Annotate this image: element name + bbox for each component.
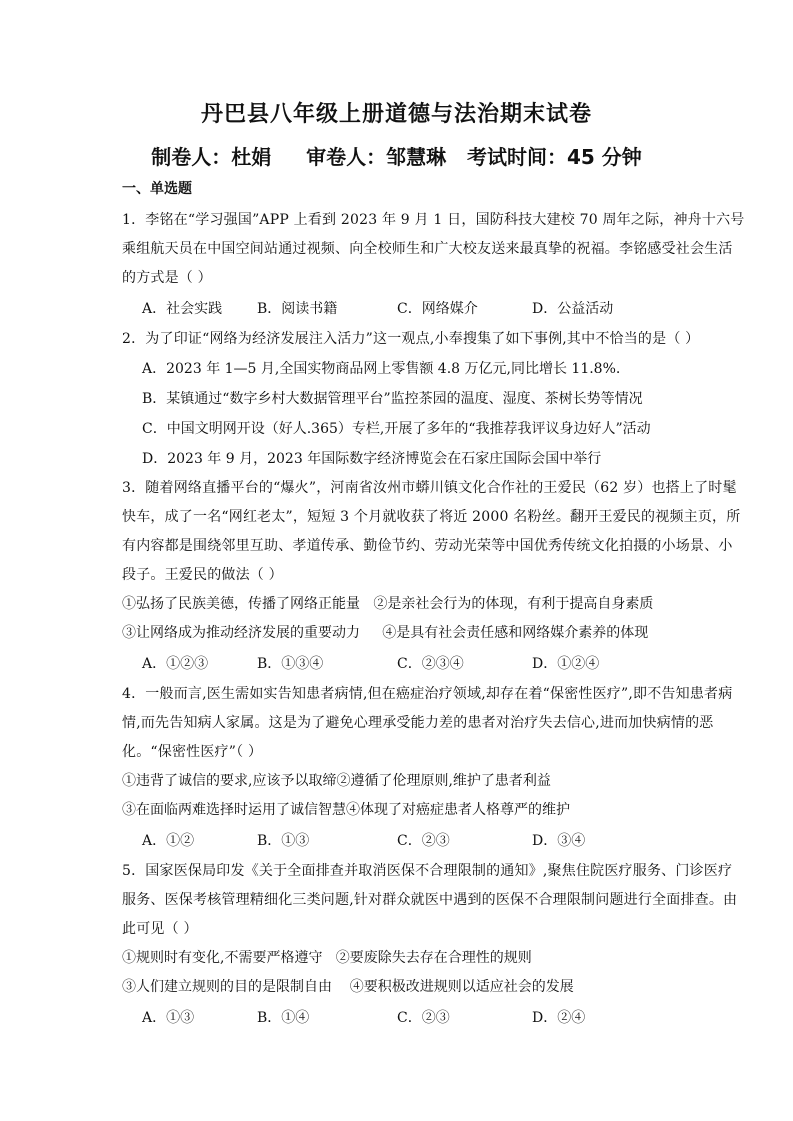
- option-a: A．①③: [142, 1010, 195, 1026]
- options-row: [122, 1002, 745, 1034]
- option-c: C．网络媒介: [397, 301, 478, 317]
- statement-row: ①违背了诚信的要求,应该予以取缔②遵循了伦理原则,维护了患者利益: [122, 773, 551, 789]
- option-b: B．阅读书籍: [257, 301, 338, 317]
- question-1: [122, 206, 745, 325]
- statement-row: ③人们建立规则的目的是限制自由 ④要积极改进规则以适应社会的发展: [122, 979, 574, 995]
- option-b: B．①③④: [257, 656, 324, 672]
- options-row: [122, 825, 745, 857]
- exam-content: [122, 178, 745, 1034]
- question-4: [122, 680, 745, 857]
- option-b: B．①③: [257, 833, 310, 849]
- option-d: D．2023 年 9 月，2023 年国际数字经济博览会在石家庄国际会国中举行: [142, 451, 602, 467]
- option-c: C．②③④: [397, 656, 464, 672]
- option-b: B．某镇通过“数字乡村大数据管理平台”监控茶园的温度、湿度、茶树长势等情况: [142, 391, 643, 407]
- option-d: D．③④: [532, 833, 586, 849]
- question-5: [122, 857, 745, 1034]
- statement-row: ③在面临两难选择时运用了诚信智慧④体现了对癌症患者人格尊严的维护: [122, 802, 570, 818]
- question-stem: 4．一般而言,医生需如实告知患者病情,但在癌症治疗领域,却存在着“保密性医疗”,即不告知患者病情,而先告知病人家属。这是为了避免心理承受能力差的患者对治疗失去信心,进而加快病情的恶化。“保密性医疗”（ ）: [122, 686, 733, 760]
- statement-row: ①规则时有变化,不需要严格遵守 ②要废除失去存在合理性的规则: [122, 950, 532, 966]
- statement-row: ③让网络成为推动经济发展的重要动力 ④是具有社会责任感和网络媒介素养的体现: [122, 625, 649, 641]
- question-stem: 3．随着网络直播平台的“爆火”，河南省汝州市蟒川镇文化合作社的王爱民（62 岁）也搭上了时髦快车，成了一名“网红老太”，短短 3 个月就收获了将近 2000 名粉丝。翻开王爱民的视频主页，所有内容都是围绕邻里互助、孝道传承、勤俭节约、劳动光荣等中国优秀传统文化拍摄的小场景、小段子。王爱民的做法（ ）: [122, 480, 741, 583]
- question-stem: 5．国家医保局印发《关于全面排查并取消医保不合理限制的通知》,聚焦住院医疗服务、门诊医疗服务、医保考核管理精细化三类问题,针对群众就医中遇到的医保不合理限制问题进行全面排查。由此可见（ ）: [122, 863, 738, 937]
- options-row: [122, 293, 745, 325]
- option-c: C．②③: [397, 1010, 450, 1026]
- exam-info: 制卷人：杜娟 审卷人：邹慧琳 考试时间：45 分钟: [151, 145, 642, 169]
- question-3: [122, 474, 745, 680]
- question-stem: 1．李铭在“学习强国”APP 上看到 2023 年 9 月 1 日，国防科技大建校 70 周年之际，神舟十六号乘组航天员在中国空间站通过视频、向全校师生和广大校友送来最真挚的祝福。李铭感受社会生活的方式是（ ）: [122, 212, 745, 286]
- options-row: [122, 648, 745, 680]
- option-c: C．②③: [397, 833, 450, 849]
- option-d: D．②④: [532, 1010, 586, 1026]
- option-d: D．公益活动: [532, 301, 614, 317]
- option-b: B．①④: [257, 1010, 310, 1026]
- option-a: A．①②③: [142, 656, 209, 672]
- question-2: [122, 325, 745, 474]
- option-a: A．社会实践: [142, 301, 223, 317]
- page-title: 丹巴县八年级上册道德与法治期末试卷: [200, 102, 592, 127]
- option-a: A．2023 年 1—5 月,全国实物商品网上零售额 4.8 万亿元,同比增长 11.8%.: [142, 361, 621, 377]
- question-stem: 2．为了印证“网络为经济发展注入活力”这一观点,小奉搜集了如下事例,其中不恰当的是（ ）: [122, 331, 700, 347]
- section-heading: 一、单选题: [122, 181, 192, 197]
- statement-row: ①弘扬了民族美德，传播了网络正能量 ②是亲社会行为的体现，有利于提高自身素质: [122, 596, 654, 612]
- option-d: D．①②④: [532, 656, 600, 672]
- option-a: A．①②: [142, 833, 195, 849]
- option-c: C．中国文明网开设（好人.365）专栏,开展了多年的“我推荐我评议身边好人”活动: [142, 421, 651, 437]
